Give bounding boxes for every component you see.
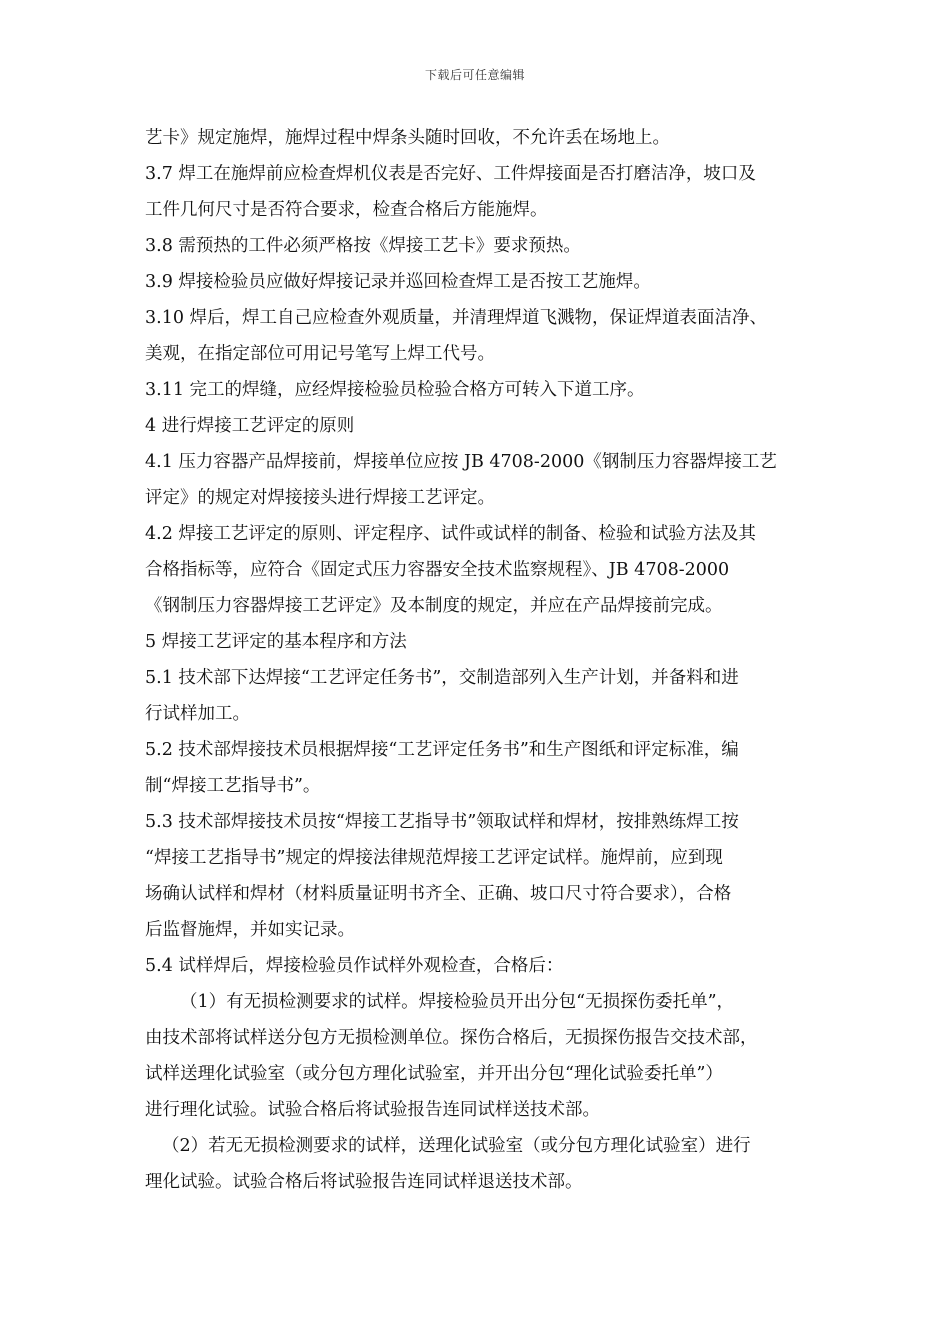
text-line: 进行理化试验。试验合格后将试验报告连同试样送技术部。 — [145, 1100, 600, 1120]
text-line: 5.2 技术部焊接技术员根据焊接“工艺评定任务书”和生产图纸和评定标准，编 — [145, 740, 739, 760]
text-line: 3.11 完工的焊缝，应经焊接检验员检验合格方可转入下道工序。 — [145, 380, 645, 400]
text-line: 《钢制压力容器焊接工艺评定》及本制度的规定，并应在产品焊接前完成。 — [145, 596, 723, 616]
text-line: 艺卡》规定施焊，施焊过程中焊条头随时回收，不允许丢在场地上。 — [145, 128, 670, 148]
text-line: 4.2 焊接工艺评定的原则、评定程序、试件或试样的制备、检验和试验方法及其 — [145, 524, 756, 544]
text-line: 3.7 焊工在施焊前应检查焊机仪表是否完好、工件焊接面是否打磨洁净，坡口及 — [145, 164, 756, 184]
text-line: 制“焊接工艺指导书”。 — [145, 776, 321, 796]
text-line: 3.9 焊接检验员应做好焊接记录并巡回检查焊工是否按工艺施焊。 — [145, 272, 651, 292]
text-line: 3.8 需预热的工件必须严格按《焊接工艺卡》要求预热。 — [145, 236, 581, 256]
list-item: （1）有无损检测要求的试样。焊接检验员开出分包“无损探伤委托单”， — [180, 992, 735, 1012]
section-heading: 4 进行焊接工艺评定的原则 — [145, 416, 355, 436]
text-line: 美观，在指定部位可用记号笔写上焊工代号。 — [145, 344, 495, 364]
text-line: 理化试验。试验合格后将试验报告连同试样退送技术部。 — [145, 1172, 583, 1192]
text-line: 5.1 技术部下达焊接“工艺评定任务书”，交制造部列入生产计划，并备料和进 — [145, 668, 739, 688]
text-line: 后监督施焊，并如实记录。 — [145, 920, 355, 940]
text-line: 评定》的规定对焊接接头进行焊接工艺评定。 — [145, 488, 495, 508]
text-line: 由技术部将试样送分包方无损检测单位。探伤合格后，无损探伤报告交技术部， — [145, 1028, 758, 1048]
text-line: 试样送理化试验室（或分包方理化试验室，并开出分包“理化试验委托单”） — [145, 1064, 723, 1084]
page-header: 下载后可任意编辑 — [424, 68, 525, 82]
text-line: 5.4 试样焊后，焊接检验员作试样外观检查，合格后： — [145, 956, 564, 976]
section-heading: 5 焊接工艺评定的基本程序和方法 — [145, 632, 407, 652]
text-line: 3.10 焊后，焊工自己应检查外观质量，并清理焊道飞溅物，保证焊道表面洁净、 — [145, 308, 768, 328]
text-line: “焊接工艺指导书”规定的焊接法律规范焊接工艺评定试样。施焊前，应到现 — [145, 848, 723, 868]
text-line: 行试样加工。 — [145, 704, 250, 724]
text-line: 合格指标等，应符合《固定式压力容器安全技术监察规程》、JB 4708-2000 — [145, 560, 730, 580]
document-body — [145, 120, 810, 1200]
list-item: （2）若无无损检测要求的试样，送理化试验室（或分包方理化试验室）进行 — [162, 1136, 751, 1156]
text-line: 5.3 技术部焊接技术员按“焊接工艺指导书”领取试样和焊材，按排熟练焊工按 — [145, 812, 739, 832]
text-line: 工件几何尺寸是否符合要求，检查合格后方能施焊。 — [145, 200, 548, 220]
text-line: 4.1 压力容器产品焊接前，焊接单位应按 JB 4708-2000《钢制压力容器焊接工艺 — [145, 452, 777, 472]
text-line: 场确认试样和焊材（材料质量证明书齐全、正确、坡口尺寸符合要求），合格 — [145, 884, 732, 904]
